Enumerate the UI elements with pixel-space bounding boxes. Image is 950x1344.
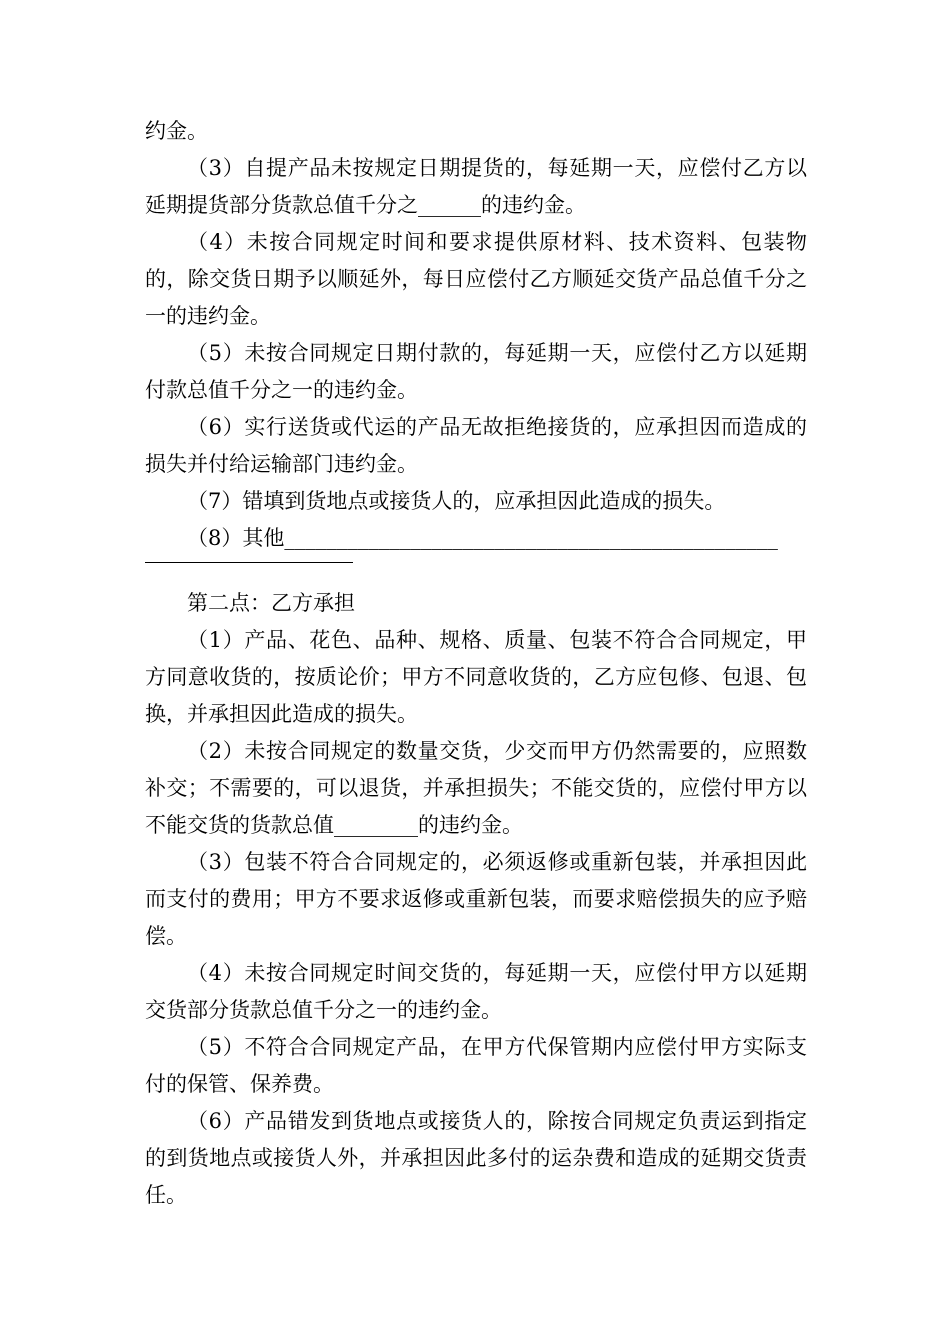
- blank-fill-line: [145, 561, 353, 563]
- section-heading-party-b: 第二点：乙方承担: [187, 591, 355, 615]
- clause-b2: （2）未按合同规定的数量交货，少交而甲方仍然需要的，应照数补交；不需要的，可以退货，并承担损失；不能交货的，应偿付甲方以不能交货的货款总值________的违约金。: [145, 739, 807, 837]
- clause-a5: （5）未按合同规定日期付款的，每延期一天，应偿付乙方以延期付款总值千分之一的违约金。: [145, 341, 807, 402]
- clause-b5: （5）不符合合同规定产品，在甲方代保管期内应偿付甲方实际支付的保管、保养费。: [145, 1035, 807, 1096]
- clause-b6: （6）产品错发到货地点或接货人的，除按合同规定负责运到指定的到货地点或接货人外，并承担因此多付的运杂费和造成的延期交货责任。: [145, 1109, 807, 1207]
- clause-b4: （4）未按合同规定时间交货的，每延期一天，应偿付甲方以延期交货部分货款总值千分之一的违约金。: [145, 961, 807, 1022]
- clause-b1: （1）产品、花色、品种、规格、质量、包装不符合合同规定，甲方同意收货的，按质论价；甲方不同意收货的，乙方应包修、包退、包换，并承担因此造成的损失。: [145, 628, 807, 726]
- clause-b3: （3）包装不符合合同规定的，必须返修或重新包装，并承担因此而支付的费用；甲方不要求返修或重新包装，而要求赔偿损失的应予赔偿。: [145, 850, 807, 948]
- clause-a3: （3）自提产品未按规定日期提货的，每延期一天，应偿付乙方以延期提货部分货款总值千分之______的违约金。: [145, 156, 807, 217]
- clause-a7: （7）错填到货地点或接货人的，应承担因此造成的损失。: [187, 489, 726, 513]
- document-page: [145, 113, 807, 1214]
- clause-a8: （8）其他_______________________________________________: [187, 526, 778, 550]
- paragraph-continuation: 约金。: [145, 119, 208, 143]
- clause-a4: （4）未按合同规定时间和要求提供原材料、技术资料、包装物的，除交货日期予以顺延外，每日应偿付乙方顺延交货产品总值千分之一的违约金。: [145, 230, 807, 328]
- clause-a6: （6）实行送货或代运的产品无故拒绝接货的，应承担因而造成的损失并付给运输部门违约金。: [145, 415, 807, 476]
